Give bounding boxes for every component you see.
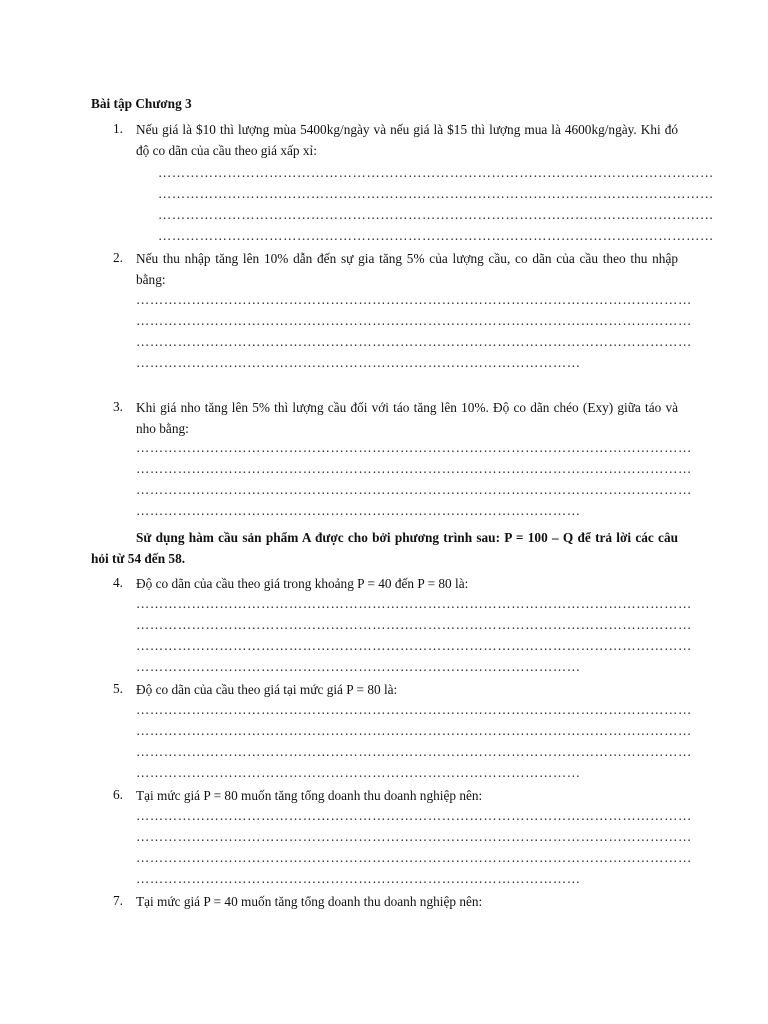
question-text: Độ co dãn của cầu theo giá trong khoảng P = 40 đến P = 80 là: [136, 576, 469, 591]
question-number: 1. [113, 121, 123, 136]
page-title: Bài tập Chương 3 [91, 96, 192, 111]
answer-line: …………………………………………………………………………………… [136, 871, 581, 886]
answer-line: …………………………………………………………………………………… [136, 503, 581, 518]
answer-line: ………………………………………………………………………………………………………… [158, 207, 714, 222]
answer-line: ………………………………………………………………………………………………………… [136, 723, 692, 738]
question-number: 5. [113, 681, 123, 696]
question-number: 4. [113, 575, 123, 590]
question-number: 2. [113, 250, 123, 265]
answer-line: ………………………………………………………………………………………………………… [158, 228, 714, 243]
answer-line: ………………………………………………………………………………………………………… [136, 744, 692, 759]
question-number: 3. [113, 399, 123, 414]
answer-line: ………………………………………………………………………………………………………… [136, 313, 692, 328]
question-text: Tại mức giá P = 40 muốn tăng tổng doanh thu doanh nghiệp nên: [136, 894, 483, 909]
answer-line: ………………………………………………………………………………………………………… [158, 165, 714, 180]
answer-line: ………………………………………………………………………………………………………… [136, 829, 692, 844]
answer-line: ………………………………………………………………………………………………………… [158, 186, 714, 201]
answer-line: ………………………………………………………………………………………………………… [136, 808, 692, 823]
question-text: Nếu giá là $10 thì lượng mùa 5400kg/ngày và nếu giá là $15 thì lượng mua là 4600kg/ngày. Khi đó độ co dãn của cầu theo giá xấp xỉ: [136, 122, 678, 158]
answer-line: ………………………………………………………………………………………………………… [136, 638, 692, 653]
question-number: 6. [113, 787, 123, 802]
answer-line: ………………………………………………………………………………………………………… [136, 702, 692, 717]
answer-line: ………………………………………………………………………………………………………… [136, 440, 692, 455]
answer-line: ………………………………………………………………………………………………………… [136, 461, 692, 476]
answer-line: …………………………………………………………………………………… [136, 659, 581, 674]
answer-line: ………………………………………………………………………………………………………… [136, 850, 692, 865]
answer-line: ………………………………………………………………………………………………………… [136, 334, 692, 349]
question-text: Độ co dãn của cầu theo giá tại mức giá P = 80 là: [136, 682, 398, 697]
question-text: Nếu thu nhập tăng lên 10% dẫn đến sự gia tăng 5% của lượng cầu, co dãn của cầu theo thu nhập bằng: [136, 251, 678, 287]
answer-line: ………………………………………………………………………………………………………… [136, 482, 692, 497]
question-text: Tại mức giá P = 80 muốn tăng tổng doanh thu doanh nghiệp nên: [136, 788, 483, 803]
question-number: 7. [113, 893, 123, 908]
answer-line: ………………………………………………………………………………………………………… [136, 292, 692, 307]
answer-line: …………………………………………………………………………………… [136, 355, 581, 370]
answer-line: …………………………………………………………………………………… [136, 765, 581, 780]
question-text: Khi giá nho tăng lên 5% thì lượng cầu đối với táo tăng lên 10%. Độ co dãn chéo (Exy) giữa táo và nho bằng: [136, 400, 678, 436]
answer-line: ………………………………………………………………………………………………………… [136, 617, 692, 632]
instruction-text: Sử dụng hàm cầu sản phẩm A được cho bởi phương trình sau: P = 100 – Q để trả lời các câu hỏi từ 54 đến 58. [91, 530, 678, 566]
answer-line: ………………………………………………………………………………………………………… [136, 596, 692, 611]
